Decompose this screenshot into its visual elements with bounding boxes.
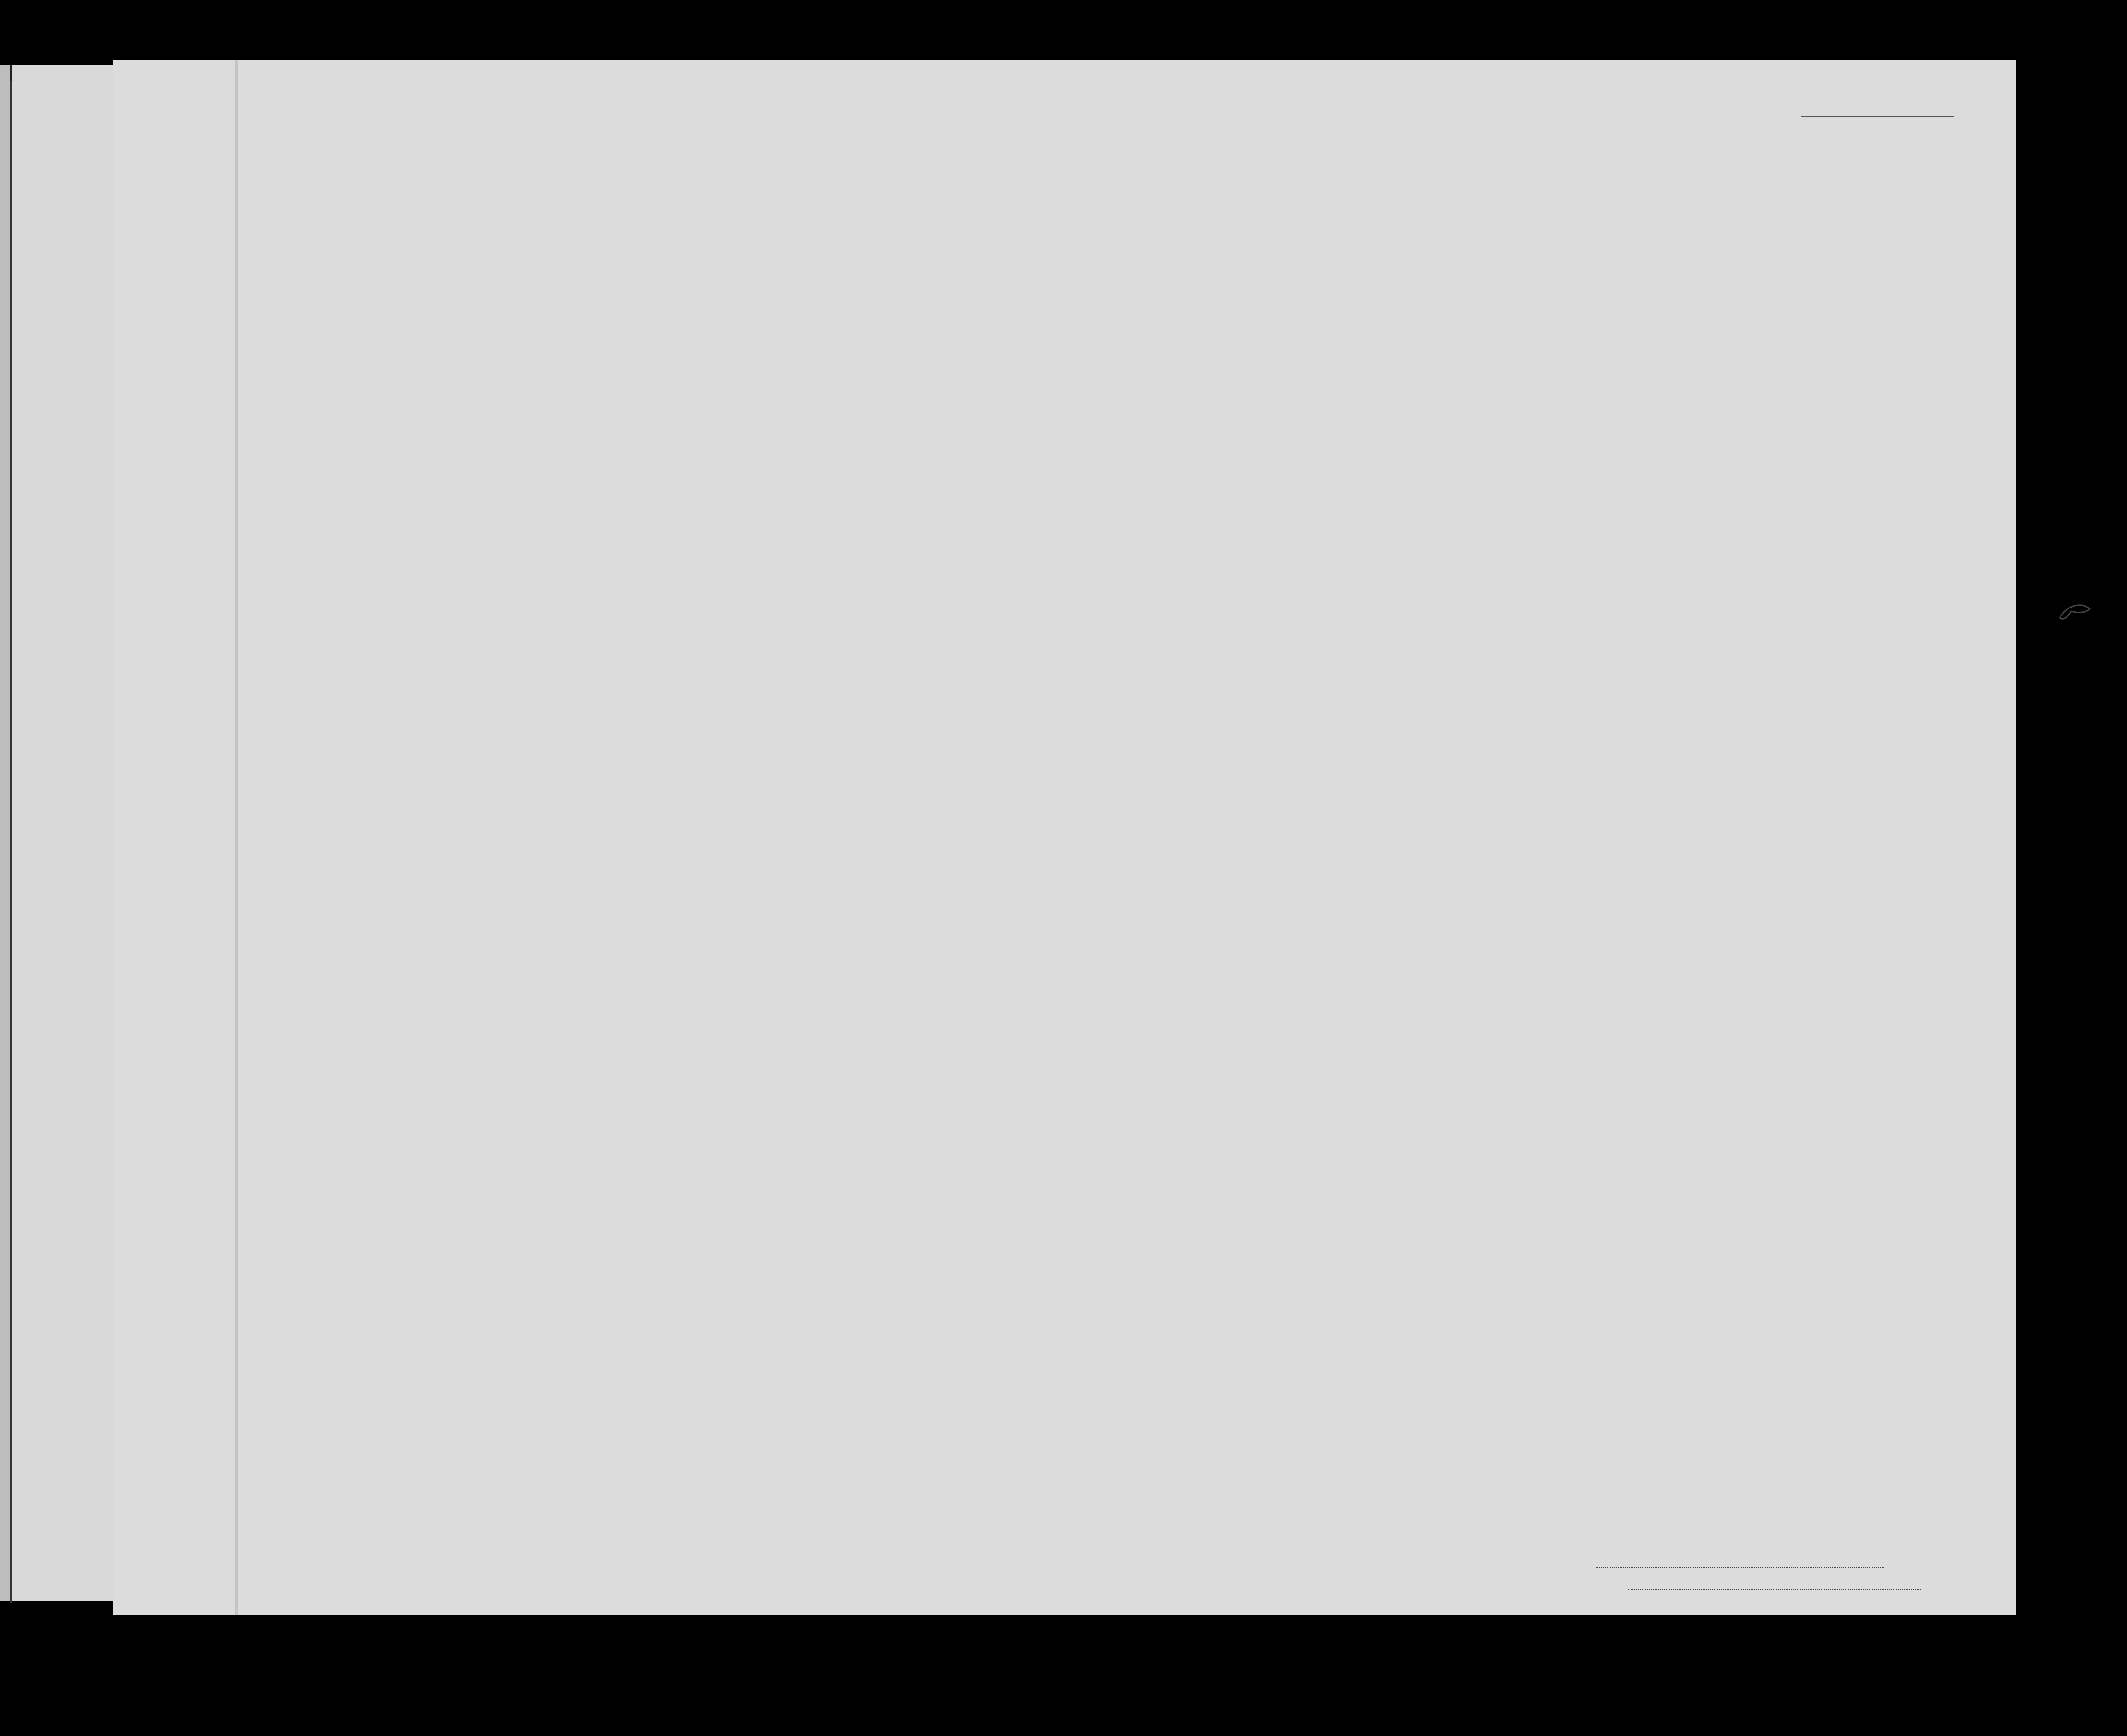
- footer-agents-field: [1628, 1589, 1921, 1590]
- header-arrested: [1566, 304, 1584, 411]
- header-return: [1275, 330, 1299, 413]
- header-citizen: [1347, 330, 1370, 413]
- margin-pen-mark: [2057, 600, 2094, 627]
- header-overthrow: [1458, 304, 1518, 411]
- header-excluded: [1587, 304, 1604, 411]
- header-prison: [1382, 304, 1400, 411]
- header-labor: [1531, 304, 1559, 411]
- header-length-stay: [1312, 330, 1335, 413]
- footer-owners-field: [1596, 1567, 1884, 1568]
